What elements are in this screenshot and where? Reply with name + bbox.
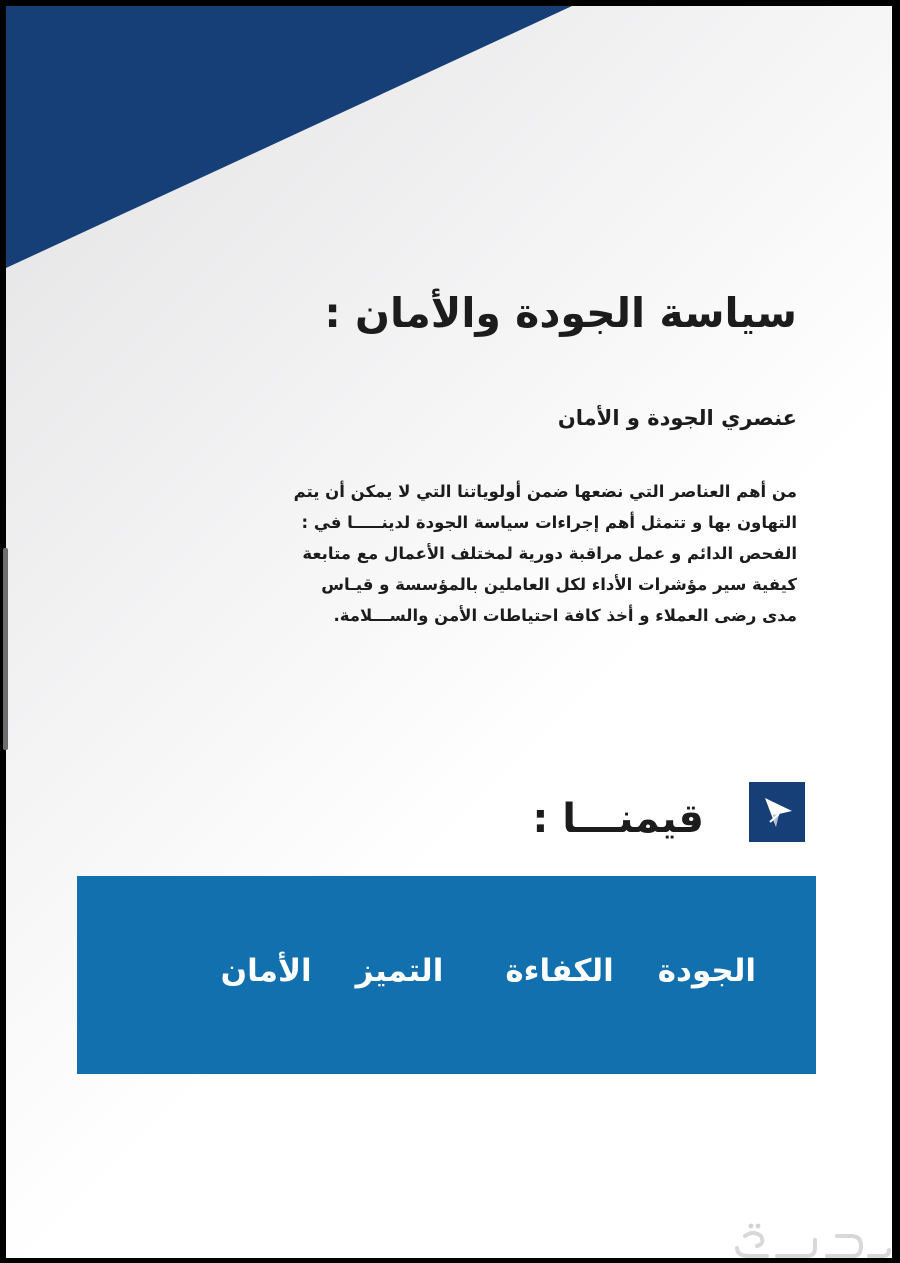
value-item-efficiency: الكفاءة xyxy=(505,953,614,989)
paragraph-line: التهاون بها و تتمثل أهم إجراءات سياسة الجودة لدينـــــا في : xyxy=(301,513,797,532)
value-item-safety: الأمان xyxy=(220,953,312,989)
values-list xyxy=(221,946,756,996)
paragraph-line: الفحص الدائم و عمل مراقبة دورية لمختلف الأعمال مع متابعة xyxy=(302,544,797,563)
value-item-quality: الجودة xyxy=(657,953,756,989)
paper-plane-icon xyxy=(749,782,805,842)
corner-triangle xyxy=(6,6,572,268)
section-subtitle: عنصري الجودة و الأمان xyxy=(557,406,797,430)
haraj-watermark-logo xyxy=(727,1222,892,1260)
page-title: سياسة الجودة والأمان : xyxy=(324,289,797,337)
values-band xyxy=(77,876,816,1074)
document-page xyxy=(6,6,892,1258)
body-paragraph xyxy=(157,476,797,631)
values-heading: قيمنـــا : xyxy=(532,796,704,842)
value-item-excellence: التميز xyxy=(355,953,444,989)
scrollbar-thumb[interactable] xyxy=(3,548,8,750)
paragraph-line: كيفية سير مؤشرات الأداء لكل العاملين بالمؤسسة و قيـاس xyxy=(321,575,797,594)
paragraph-line: مدى رضى العملاء و أخذ كافة احتياطات الأمن والســـلامة. xyxy=(333,606,797,625)
corner-decoration xyxy=(6,6,892,306)
paragraph-line: من أهم العناصر التي نضعها ضمن أولوياتنا التي لا يمكن أن يتم xyxy=(293,482,797,501)
